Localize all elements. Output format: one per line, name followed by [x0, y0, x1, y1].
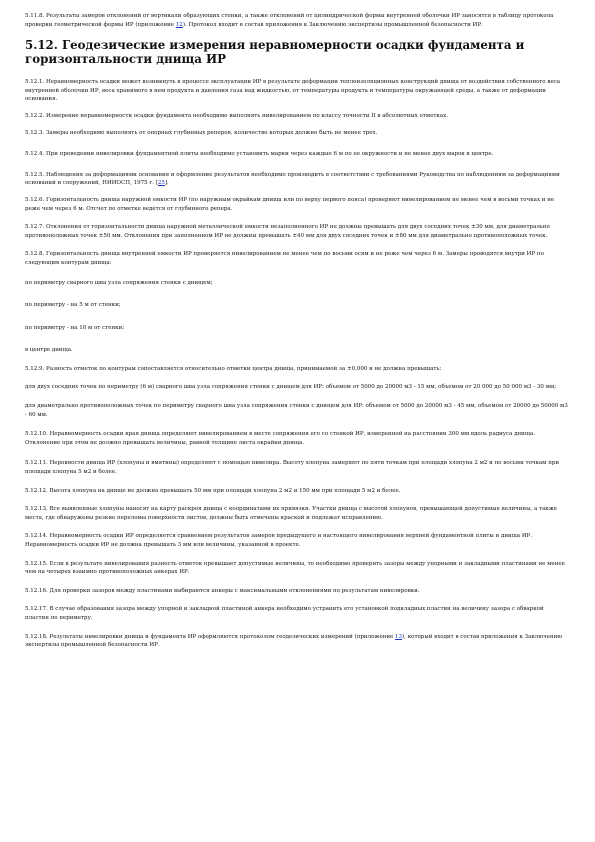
paragraph-5-12-3: 5.12.3. Замеры необходимо выполнять от опорных глубинных реперов, количество которых должно быть не менее трех.	[25, 129, 378, 136]
paragraph-5-12-18	[25, 633, 568, 650]
paragraph-5-12-9: 5.12.9. Разность отметок по контурам сопоставляется относительно отметки центра днища, принимаемой за ±0,000 и не должна превышать:	[25, 365, 442, 372]
paragraph-text: 5.12.5. Наблюдения за деформациями основания и оформление результатов необходимо производить в соответствии с требованиями Руководства по наблюдениям за деформациями оснований и сооружений, НИИОСП, 1975 г. [	[25, 171, 560, 187]
paragraph-5-12-12: 5.12.12. Высота хлопуна на днище не должна превышать 50 мм при площади хлопуна 2 м2 и 150 мм при площади 5 м2 и более.	[25, 487, 401, 494]
list-item: по периметру - на 10 м от стенки;	[25, 324, 125, 331]
list-item: по периметру сварного шва узла сопряжения стенки с днищем;	[25, 279, 213, 286]
paragraph-5-12-15: 5.12.15. Если в результате нивелирования разность отметок превышает допустимые величины, то необходимо проверить зазоры между упорными и закладными пластинами не менее чем на четырех взаимно противоположных анкерах ИР.	[25, 560, 565, 576]
paragraph-5-12-11: 5.12.11. Неровности днища ИР (хлопуны и вмятины) определяют с помощью нивелира. Высоту хлопуна замеряют по пяти точкам при площади хлопуна 2 м2 и по восьми точкам при площади хлопуна 5 м2 и более.	[25, 460, 560, 476]
list-item: в центре днища.	[25, 347, 73, 354]
paragraph-text: ), который входит в состав приложения к Заключению экспертизы промышленной безопасности ИР.	[25, 633, 563, 649]
paragraph-5-12-2: 5.12.2. Измерение неравномерности осадки фундамента необходимо выполнять нивелированием по классу точности II в абсолютных отметках.	[25, 112, 448, 119]
paragraph-text: 5.11.8. Результаты замеров отклонений от вертикали образующих стенки, а также отклонений от цилиндрической формы внутренней оболочки ИР заносятся в таблицу протокола проверки геометрической формы ИР (приложение	[25, 13, 554, 28]
paragraph-text: ].	[164, 180, 169, 187]
paragraph-text: 5.12.18. Результаты нивелировки днища и фундамента ИР оформляются протоколом геодезических измерений (приложение	[25, 633, 396, 640]
appendix-13-link[interactable]: 13	[395, 633, 403, 640]
paragraph-5-12-6: 5.12.6. Горизонтальность днища наружной емкости ИР (по наружным окрайкам днища или по верху первого пояса) проверяют нивелированием не менее чем в восьми точках и не реже чем через 6 м. Отсчет по отметке ведется от глубинного репера.	[25, 196, 555, 212]
reference-25-link[interactable]: 25	[157, 180, 165, 187]
paragraph-5-12-7: 5.12.7. Отклонения от горизонтальности днища наружной металлической емкости незаполненного ИР не должны превышать для двух соседних точек ±30 мм, для диаметрально противоположных точек ±50 мм. Отклонения при заполненном ИР не должны превышать ±40 мм для двух соседних точек и ±80 мм для диаметрально противоположных точек.	[25, 224, 550, 239]
section-heading: 5.12. Геодезические измерения неравномерности осадки фундамента и горизонтальности днища ИР	[25, 38, 525, 67]
paragraph-5-12-5	[25, 171, 568, 188]
paragraph-5-12-16: 5.12.16. Для проверки зазоров между пластинами выбираются анкеры с максимальными отклонениями по результатам нивелировки.	[25, 587, 420, 594]
paragraph-5-12-10: 5.12.10. Неравномерность осадки края днища определяют нивелированием в месте сопряжения его со стенкой ИР, измеренной на расстоянии 300 мм вдоль радиуса днища. Отклонение при этом не должно превышать величины, равной толщине листа окрайки днища.	[25, 431, 535, 446]
paragraph-5-12-4: 5.12.4. При проведении нивелировки фундаментной плиты необходимо установить марки через каждые 6 м по ее окружности и не менее двух марок в центре.	[25, 151, 494, 158]
list-item: по периметру - на 5 м от стенки;	[25, 302, 121, 309]
paragraph-5-12-8: 5.12.8. Горизонтальность днища внутренней емкости ИР проверяется нивелированием не менее чем по восьми осям и не реже чем через 6 м. Замеры проводятся внутри ИР по следующим контурам днища:	[25, 251, 544, 266]
paragraph-text: ). Протокол входит в состав приложения к Заключению экспертизы промышленной безопасности ИР.	[182, 21, 483, 28]
paragraph-5-12-17: 5.12.17. В случае образования зазора между упорной и закладной пластиной анкера необходимо устранить его установкой подкладных пластин на величину зазора с обваркой пластин по периметру.	[25, 606, 544, 621]
paragraph-5-12-9-a: для двух соседних точек по периметру (6 м) сварного шва узла сопряжения стенки с днищем для ИР: объемом от 5000 до 20000 м3 - 15 мм, объемом от 20 000 до 50 000 м3 - 30 мм;	[25, 384, 556, 391]
paragraph-5-12-1: 5.12.1. Неравномерность осадки может возникнуть в процессе эксплуатации ИР в результате деформации теплоизоляционных конструкций днища от воздействия собственного веса внутренней оболочки ИР, веса хранимого в нем продукта и давления газа над жидкостью, от температуры продукта и температуры окружающей среды, а также от деформации основания.	[25, 79, 561, 103]
paragraph-5-12-9-b: для диаметрально противоположных точек по периметру сварного шва узла сопряжения стенки с днищем для ИР: объемом от 5000 до 20000 м3 - 45 мм, объемом от 20000 до 50000 м3 - 60 мм.	[25, 403, 568, 418]
appendix-12-link[interactable]: 12	[175, 21, 183, 28]
paragraph-5-12-14: 5.12.14. Неравномерность осадки ИР определяется сравнением результатов замеров предыдущего и настоящего нивелирования верхней фундаментной плиты и днища ИР. Неравномерность осадки ИР не должна превышать 3 мм или величины, указанной в проекте.	[25, 533, 533, 548]
paragraph-5-11-8	[25, 12, 568, 29]
paragraph-5-12-13: 5.12.13. Все выявленные хлопуны наносят на карту раскроя днища с координатами их привязки. Участки днища с высотой хлопунов, превышающей допустимые величины, а также места, где обнаружены резкие переломы поверхности листов, должны быть отмечены краской и подлежат исправлению.	[25, 506, 558, 521]
